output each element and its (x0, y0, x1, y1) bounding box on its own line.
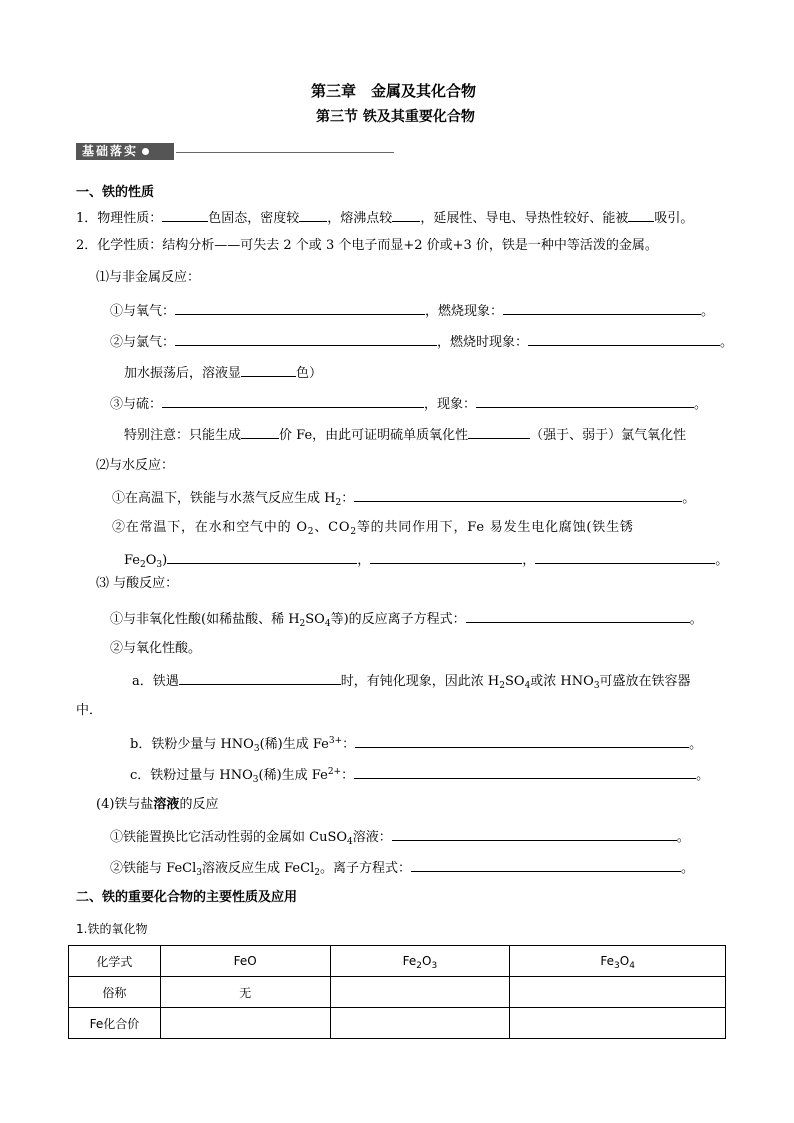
table-cell: 俗称 (69, 977, 161, 1008)
dot-icon (142, 148, 149, 155)
chlorine-note-line: 加水振荡后，溶液显 色） (124, 366, 323, 381)
table-cell (510, 977, 726, 1008)
sulfur-line: ③与硫： ，现象： 。 (110, 397, 708, 412)
copper-sulfate-line: ①铁能置换比它活动性弱的金属如 CuSO$_4$溶液： 。 (110, 830, 690, 847)
special-note-line: 特别注意：只能生成 价 Fe，由此可证明硫单质氧化性 （强于、弱于）氯气氧化性 (124, 428, 687, 443)
heading-iron-properties: 一、铁的性质 (76, 185, 155, 200)
oxides-subheading: 1.铁的氧化物 (76, 922, 148, 936)
oxygen-line: ①与氧气： ，燃烧现象： 。 (110, 304, 715, 319)
water-heading: ⑵与水反应： (96, 458, 175, 473)
table-cell: FeO (160, 946, 330, 977)
ferric-chloride-line: ②铁能与 FeCl$_3$溶液反应生成 FeCl$_2$。离子方程式： 。 (110, 861, 694, 878)
passivation-line: a．铁遇 时，有钝化现象，因此浓 $H_2SO_4$或浓 $HNO_3$可盛放在铁容器 (132, 674, 691, 691)
oxides-table (68, 945, 726, 1039)
chlorine-line: ②与氯气： ，燃烧时现象： 。 (110, 335, 734, 350)
table-cell: $Fe_2O_3$ (330, 946, 510, 977)
passivation-line-end: 中． (76, 703, 103, 718)
chapter-title: 第三章 金属及其化合物 (311, 82, 477, 100)
rust-line: ②在常温下，在水和空气中的 $O_2$、$CO_2$等的共同作用下，Fe 易发生电化腐蚀(铁生锈 (112, 520, 634, 537)
table-cell: Fe化合价 (69, 1008, 161, 1039)
table-cell (510, 1008, 726, 1039)
badge-divider (176, 152, 394, 153)
heading-compounds: 二、铁的重要化合物的主要性质及应用 (76, 890, 298, 905)
nonmetal-heading: ⑴与非金属反应： (96, 270, 201, 285)
chemical-properties-line: 2．化学性质：结构分析——可失去 2 个或 3 个电子而显+2 价或+3 价，铁是一种中等活泼的金属。 (76, 238, 658, 253)
salt-heading: (4)铁与盐溶液的反应 (96, 797, 219, 812)
table-cell: 无 (160, 977, 330, 1008)
acid-heading: ⑶ 与酸反应： (96, 576, 179, 591)
section-badge: 基础落实 (76, 143, 174, 160)
table-row (69, 1008, 726, 1039)
table-row (69, 977, 726, 1008)
table-cell (160, 1008, 330, 1039)
steam-line: ①在高温下，铁能与水蒸气反应生成 $H_2$： 。 (112, 491, 696, 508)
rust-answers-line: $Fe_2O_3$) ， ， 。 (124, 553, 729, 570)
table-cell (330, 977, 510, 1008)
table-cell: 化学式 (69, 946, 161, 977)
section-title: 第三节 铁及其重要化合物 (316, 109, 475, 125)
iron-little-nitric-line: b．铁粉少量与 $HNO_3$(稀)生成 $Fe^{3+}$： 。 (130, 736, 703, 754)
table-cell (330, 1008, 510, 1039)
iron-excess-nitric-line: c．铁粉过量与 $HNO_3$(稀)生成 $Fe^{2+}$： 。 (130, 767, 710, 785)
nonoxidizing-acid-line: ①与非氧化性酸(如稀盐酸、稀 $H_2SO_4$等)的反应离子方程式： 。 (110, 612, 703, 629)
physical-properties-line: 1．物理性质： 色固态，密度较 ，熔沸点较 ，延展性、导电、导热性较好、能被 吸引。 (76, 211, 694, 226)
table-cell: $Fe_3O_4$ (510, 946, 726, 977)
oxidizing-acid-line: ②与氧化性酸。 (110, 641, 202, 656)
table-header-row (69, 946, 726, 977)
